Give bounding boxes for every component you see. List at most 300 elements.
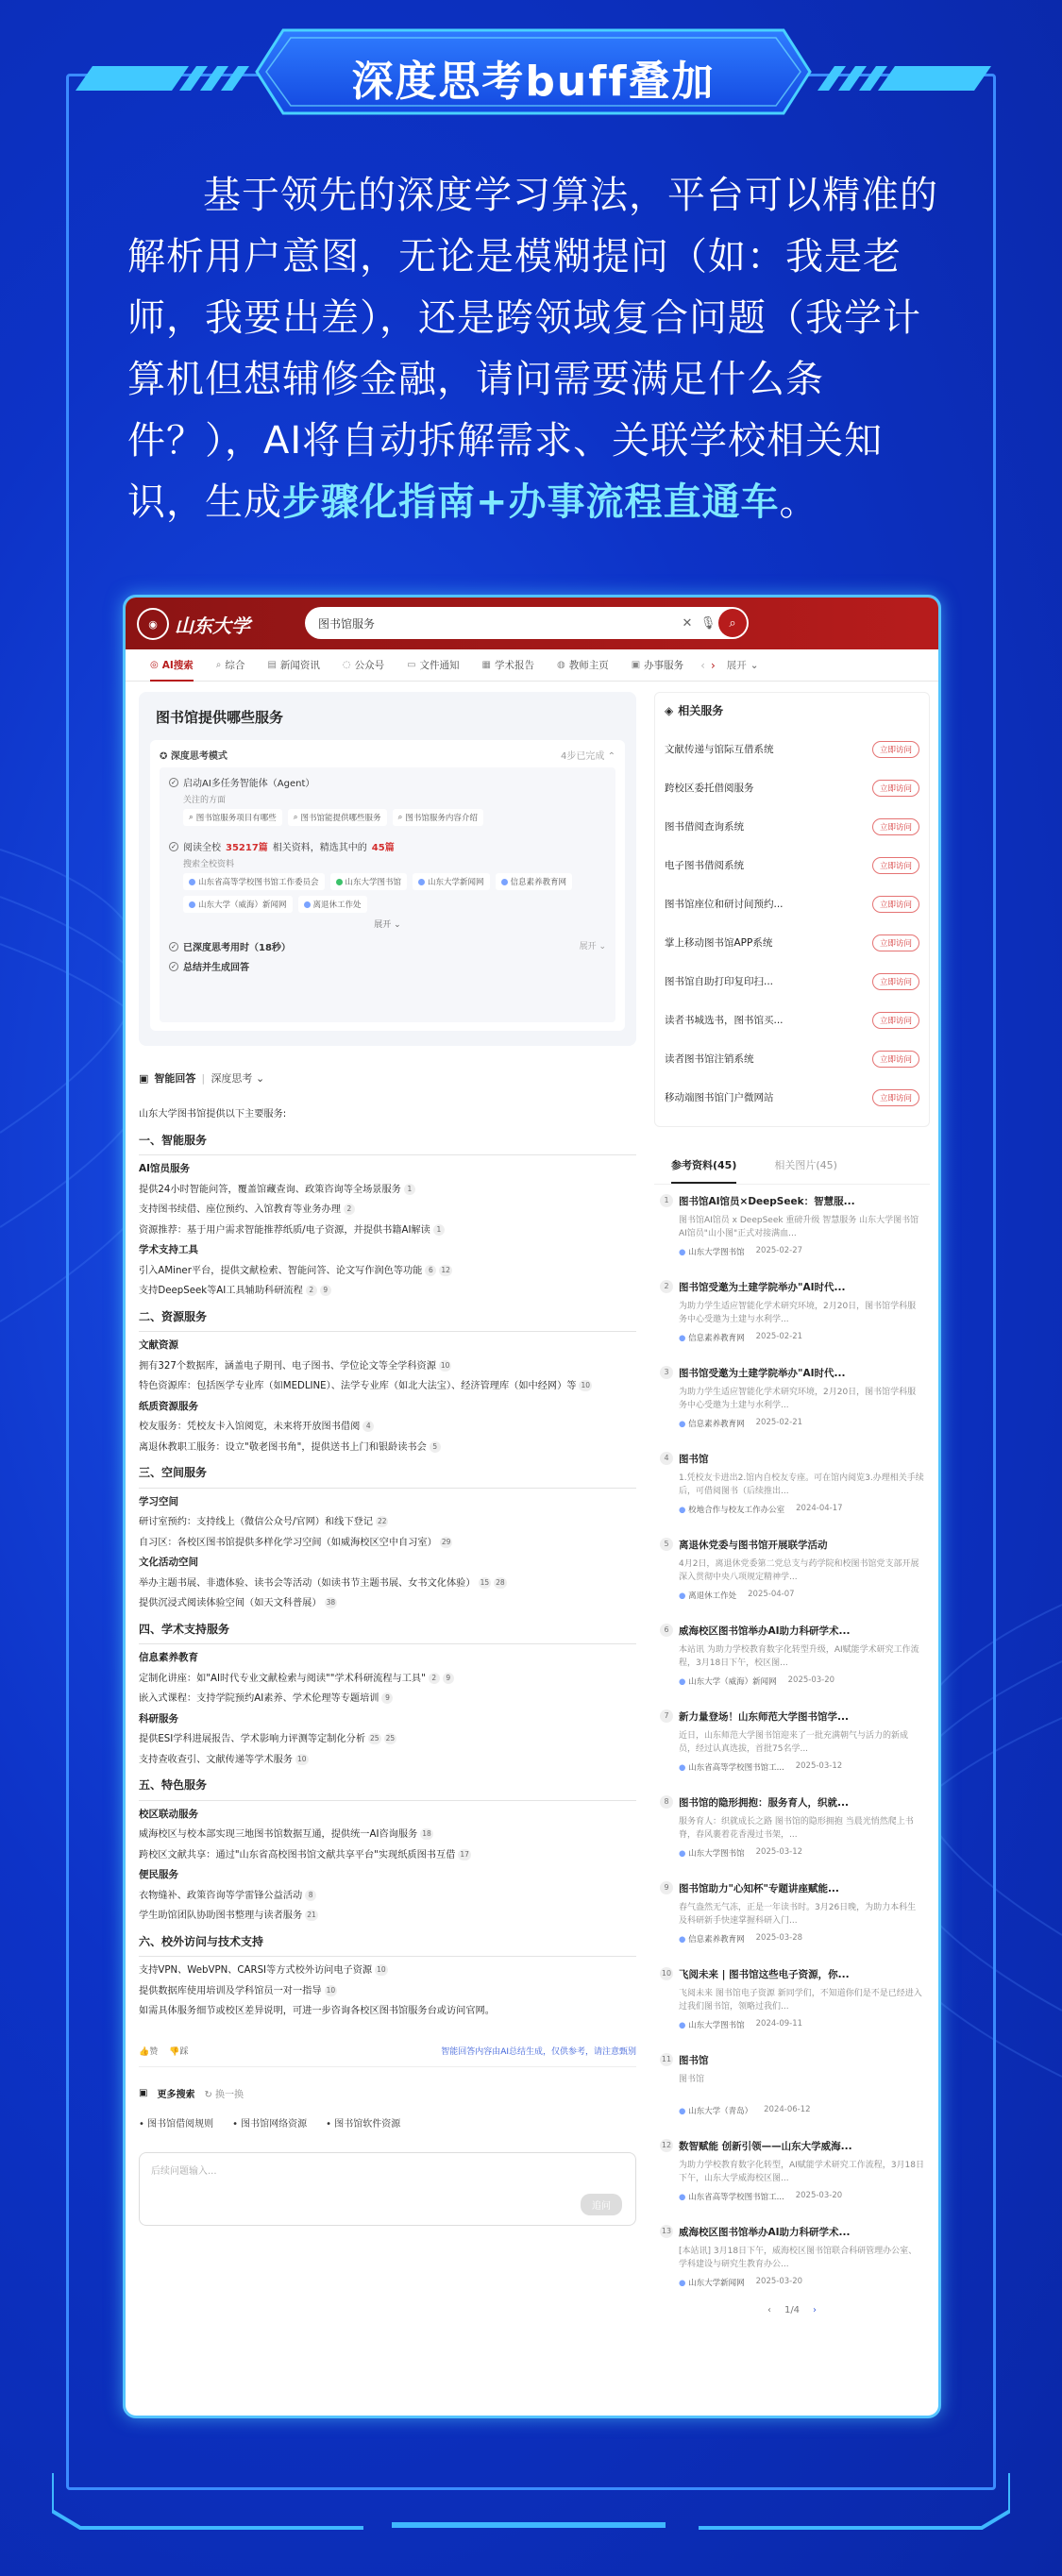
subsection-heading: 信息素养教育 (139, 1652, 198, 1663)
think-status: 4步已完成 (561, 751, 605, 762)
tab-references[interactable]: 参考资料(45) (671, 1157, 736, 1184)
reference-number: 4 (660, 1452, 673, 1465)
service-row (665, 807, 919, 846)
reference-source (679, 1246, 745, 1257)
service-name[interactable]: 图书借阅查询系统 (665, 821, 744, 833)
think-steps (160, 767, 615, 1022)
reference-item[interactable] (654, 1958, 930, 2044)
line-text: 衣物缝补、政策咨询等学雷锋公益活动 (139, 1890, 303, 1901)
next-page-icon[interactable]: › (813, 2305, 818, 2315)
citation[interactable]: 4 (362, 1421, 374, 1432)
expand-label: 展开 (374, 920, 392, 930)
page-indicator: 1/4 (784, 2305, 801, 2315)
source-icon: ● (679, 1935, 686, 1945)
reference-number: 5 (660, 1538, 673, 1551)
reference-number: 9 (660, 1881, 673, 1894)
line-text: 提供数据库使用培训及学科馆员一对一指导 (139, 1985, 322, 1996)
item-label: 图书馆软件资源 (334, 2118, 401, 2130)
tab-reports[interactable] (471, 649, 546, 682)
answer-line (139, 1281, 636, 1302)
reference-title[interactable] (660, 1624, 924, 1638)
service-name[interactable]: 图书馆座位和研讨间预约... (665, 899, 784, 910)
reference-title[interactable] (660, 1452, 924, 1466)
reference-title[interactable] (660, 1280, 924, 1294)
answer-title: 图书馆提供哪些服务 (156, 709, 284, 726)
tab-wechat[interactable] (331, 649, 396, 682)
main-column (139, 692, 636, 2226)
source-label: 山东大学（青岛） (688, 2107, 753, 2116)
subsection-heading: AI馆员服务 (139, 1163, 191, 1174)
report-icon: ▦ (481, 660, 491, 670)
visit-button[interactable]: 立即访问 (872, 857, 919, 874)
reference-meta (679, 1246, 924, 1257)
reference-item[interactable] (654, 1700, 930, 1786)
source-label: 山东大学图书馆 (688, 1849, 745, 1859)
service-row (665, 1001, 919, 1039)
line-text: 特色资源库：包括医学专业库（如MEDLINE）、法学专业库（如北大法宝）、经济管理库（如中经网）等 (139, 1381, 577, 1391)
source-icon: ● (679, 2193, 686, 2202)
prev-page-icon[interactable]: ‹ (767, 2305, 771, 2315)
reference-number: 7 (660, 1709, 673, 1723)
reference-title-text: 图书馆助力"心知杯"专题讲座赋能... (679, 1883, 839, 1894)
visit-button[interactable]: 立即访问 (872, 1089, 919, 1106)
visit-button[interactable]: 立即访问 (872, 741, 919, 758)
step-text: 相关资料，精选其中的 (272, 843, 367, 853)
reference-title-text: 图书馆 (679, 1454, 709, 1465)
source-label: 离退休工作处 (688, 1591, 737, 1601)
service-row (665, 962, 919, 1001)
smart-label: 智能回答 (154, 1072, 196, 1085)
line-text: 跨校区文献共享：通过"山东省高校图书馆文献共享平台"实现纸质图书互借 (139, 1849, 456, 1860)
reference-snippet: 4月2日，离退休党委第二党总支与药学院和校图书馆党支部开展深入贯彻中央八项规定精神学... (679, 1559, 919, 1582)
section-heading: 一、智能服务 (139, 1133, 208, 1147)
citation[interactable]: 10 (377, 1965, 386, 1974)
source-chip[interactable] (413, 873, 490, 890)
step-sub: 关注的方面 (183, 796, 227, 805)
tab-nav (700, 659, 716, 672)
answer-line (139, 1180, 636, 1201)
citation[interactable]: 5 (430, 1441, 441, 1453)
send-button[interactable]: 追问 (581, 2194, 622, 2215)
citation[interactable]: 2 (344, 1204, 355, 1215)
ai-icon: ◎ (150, 660, 159, 670)
reference-date: 2025-02-21 (755, 1418, 803, 1427)
reference-title[interactable] (660, 1967, 924, 1981)
source-chip[interactable] (298, 896, 367, 913)
service-row (665, 1078, 919, 1117)
reference-number: 6 (660, 1624, 673, 1637)
service-row (665, 1039, 919, 1078)
source-label: 山东大学新闻网 (688, 2279, 745, 2288)
visit-button[interactable]: 立即访问 (872, 780, 919, 797)
reference-source (679, 1933, 745, 1945)
chip-label: 离退休工作处 (312, 901, 362, 910)
answer-actions (139, 2045, 636, 2067)
query-chip[interactable] (183, 809, 282, 826)
more-search-item[interactable]: • 图书馆网络资源 (232, 2118, 308, 2130)
reference-item[interactable] (654, 1356, 930, 1442)
visit-button[interactable]: 立即访问 (872, 896, 919, 913)
reference-source (679, 1847, 745, 1859)
mode-label: 深度思考 (211, 1072, 253, 1085)
citation[interactable]: 18 (422, 1829, 431, 1838)
reference-title-text: 飞阅未来 | 图书馆这些电子资源，你... (679, 1969, 850, 1980)
intro-highlight: 步骤化指南+办事流程直通车 (282, 480, 780, 524)
tab-files[interactable] (396, 649, 470, 682)
query-chip[interactable] (393, 809, 483, 826)
reference-date: 2025-03-20 (755, 2277, 803, 2286)
service-name[interactable]: 读者图书馆注销系统 (665, 1053, 754, 1065)
reference-item[interactable] (654, 1528, 930, 1614)
dislike-button[interactable] (169, 2045, 188, 2057)
tab-more[interactable] (716, 649, 770, 682)
tab-all[interactable] (205, 649, 257, 682)
tab-images[interactable]: 相关图片(45) (774, 1159, 837, 1171)
more-search-icon: ▣ (139, 2087, 148, 2098)
source-icon: ● (679, 2107, 686, 2116)
query-chip[interactable] (288, 809, 387, 826)
service-name[interactable]: 跨校区委托借阅服务 (665, 783, 754, 794)
visit-button[interactable]: 立即访问 (872, 1012, 919, 1029)
visit-button[interactable]: 立即访问 (872, 1051, 919, 1068)
dislike-label: 踩 (179, 2046, 189, 2057)
answer-icon: ▣ (139, 1071, 149, 1085)
reference-source (679, 1332, 745, 1343)
search-icon: ⌕ (215, 660, 222, 670)
reference-meta (679, 1847, 924, 1859)
reference-title[interactable] (660, 1709, 924, 1724)
side-column (654, 692, 930, 2315)
line-text: 支持VPN、WebVPN、CARSI等方式校外访问电子资源 (139, 1965, 373, 1976)
citation[interactable]: 10 (581, 1381, 591, 1389)
reference-snippet: 为助力学生适应智能化学术研究环境，2月20日，图书馆学科服务中心受邀为土建与水利学... (679, 1302, 917, 1324)
tab-more-label: 展开 (726, 660, 747, 671)
think-panel (150, 740, 625, 1031)
answer-line (139, 1261, 636, 1282)
reference-item[interactable] (654, 1614, 930, 1700)
reference-item[interactable] (654, 2130, 930, 2215)
tab-label: AI搜索 (161, 660, 194, 671)
reference-item[interactable] (654, 1786, 930, 1872)
chevron-down-icon: ⌄ (598, 942, 606, 951)
reference-meta (679, 1504, 924, 1515)
answer-line (139, 1689, 636, 1709)
reference-meta (679, 1332, 924, 1343)
more-search (139, 2086, 636, 2130)
mode-select[interactable] (211, 1070, 264, 1086)
reference-source (679, 1761, 784, 1773)
service-name[interactable]: 移动端图书馆门户微网站 (665, 1092, 774, 1103)
search-input[interactable]: 图书馆服务 (318, 616, 376, 631)
reference-snippet: 春气盎然无气冻，正是一年读书时。3月26日晚，为助力本科生及科研新手快速掌握科研入门... (679, 1903, 917, 1926)
reference-title[interactable] (660, 1194, 924, 1208)
source-chip[interactable] (330, 873, 408, 890)
source-icon: ● (679, 1763, 686, 1773)
refresh-label: 换一换 (215, 2089, 244, 2100)
reference-meta (679, 1761, 924, 1773)
citation[interactable]: 17 (460, 1849, 469, 1859)
ai-disclaimer: 智能回答内容由AI总结生成，仅供参考，请注意甄别 (441, 2046, 636, 2057)
reference-title-text: 图书馆 (679, 2055, 709, 2066)
thumbs-down-icon: 👎 (169, 2046, 180, 2057)
section-heading: 六、校外访问与技术支持 (139, 1934, 264, 1948)
chip-label: 山东大学新闻网 (428, 878, 484, 887)
subsection-heading: 文化活动空间 (139, 1557, 198, 1568)
reference-title[interactable] (660, 1366, 924, 1380)
source-label: 信息素养教育网 (688, 1935, 745, 1945)
followup-input[interactable] (139, 2152, 636, 2226)
reference-snippet: 图书馆 (679, 2075, 705, 2084)
source-icon: ● (679, 1849, 686, 1859)
source-icon: ● (679, 1677, 686, 1687)
source-icon (336, 879, 343, 885)
service-name[interactable]: 掌上移动图书馆APP系统 (665, 937, 773, 949)
source-chip[interactable] (183, 896, 293, 913)
reference-meta (679, 2191, 924, 2202)
more-search-item[interactable]: • 图书馆软件资源 (326, 2118, 401, 2130)
answer-line (139, 1512, 636, 1533)
reference-title-text: 威海校区图书馆举办AI助力科研学术... (679, 2227, 851, 2238)
expand-link[interactable] (169, 918, 606, 930)
citation[interactable]: 10 (297, 1754, 307, 1763)
reference-meta (679, 2019, 924, 2030)
source-label: 山东省高等学校图书馆工... (688, 2193, 784, 2202)
line-text: 提供24小时智能问答，覆盖馆藏查询、政策咨询等全场景服务 (139, 1184, 401, 1195)
citation[interactable]: 2 (306, 1285, 317, 1296)
logo[interactable] (137, 607, 269, 641)
lightbulb-icon: ◈ (665, 703, 674, 717)
tab-label: 文件通知 (419, 660, 460, 671)
citation[interactable]: 21 (307, 1911, 316, 1919)
app-screenshot (123, 595, 941, 2418)
citation[interactable]: 9 (443, 1673, 454, 1684)
source-chip[interactable] (183, 873, 325, 890)
citation[interactable]: 1 (433, 1224, 445, 1236)
answer-line (139, 1574, 636, 1594)
line-text: 支持图书续借、座位预约、入馆教育等业务办理 (139, 1204, 341, 1215)
refresh-icon: ↻ (204, 2089, 212, 2100)
reference-snippet: 1.凭校友卡进出2.馆内自校友专座。可在馆内阅览3.办理相关手续后，可借阅图书（后续推出... (679, 1473, 924, 1496)
reference-item[interactable] (654, 1872, 930, 1958)
search-box[interactable] (305, 607, 749, 639)
citation[interactable]: 9 (381, 1692, 393, 1704)
citation[interactable]: 1 (404, 1184, 415, 1195)
chevron-right-icon[interactable]: › (710, 658, 716, 672)
source-label: 山东省高等学校图书馆工... (688, 1763, 784, 1773)
reference-date: 2025-03-20 (787, 1675, 835, 1685)
source-icon (418, 879, 425, 885)
banner-title: 深度思考buff叠加 (351, 58, 716, 106)
visit-button[interactable]: 立即访问 (872, 973, 919, 990)
source-icon: ● (679, 1506, 686, 1515)
reference-date: 2025-02-27 (755, 1246, 803, 1255)
source-icon (304, 901, 311, 908)
citation[interactable]: 2 (429, 1673, 440, 1684)
service-name[interactable]: 读者书城选书，图书馆买... (665, 1015, 784, 1026)
reference-title[interactable] (660, 2053, 924, 2067)
pagination (654, 2305, 930, 2315)
search-icon: ⌕ (293, 813, 298, 822)
citation[interactable]: 8 (305, 1890, 316, 1901)
step-label: 总结并生成回答 (183, 963, 249, 973)
chevron-down-icon: ⌄ (750, 659, 759, 671)
reference-title-text: 数智赋能 创新引领——山东大学威海... (679, 2141, 852, 2152)
answer-body (139, 1104, 636, 2022)
source-label: 山东大学（威海）新闻网 (688, 1677, 777, 1687)
subsection-heading: 文献资源 (139, 1339, 178, 1351)
reference-meta (679, 1933, 924, 1945)
think-header[interactable] (160, 748, 615, 762)
service-name[interactable]: 图书馆自助打印复印扫... (665, 976, 774, 987)
citation[interactable]: 25 (385, 1734, 396, 1743)
chip-label: 图书馆能提供哪些服务 (300, 814, 381, 823)
citation[interactable]: 10 (440, 1360, 450, 1370)
visit-button[interactable]: 立即访问 (872, 934, 919, 951)
line-text: 支持查收查引、文献传递等学术服务 (139, 1754, 293, 1765)
reference-number: 11 (660, 2053, 673, 2066)
reference-date: 2025-03-12 (755, 1847, 803, 1857)
services-title: 相关服务 (678, 704, 724, 717)
expand-toggle[interactable] (580, 939, 606, 953)
reference-item[interactable] (654, 2215, 930, 2301)
reference-date: 2024-06-12 (764, 2105, 811, 2114)
tab-services[interactable] (620, 649, 695, 682)
check-icon: ✓ (169, 962, 178, 971)
check-icon: ✓ (169, 778, 178, 787)
subsection-heading: 校区联动服务 (139, 1808, 198, 1820)
visit-button[interactable]: 立即访问 (872, 818, 919, 835)
chevron-down-icon: ⌄ (255, 1072, 265, 1085)
citation[interactable]: 15 (480, 1577, 490, 1587)
reference-date: 2024-09-11 (755, 2019, 803, 2029)
line-text: 学生助馆团队协助图书整理与读者服务 (139, 1911, 303, 1921)
related-services (654, 692, 930, 1127)
reference-title[interactable] (660, 1881, 924, 1895)
reference-snippet: 服务育人：织就成长之路 图书馆的隐形拥抱 当晨光悄然爬上书脊，春风裹着花香漫过书架，... (679, 1817, 914, 1840)
chevron-down-icon: ⌄ (394, 920, 401, 930)
reference-title-text: 图书馆AI馆员×DeepSeek：智慧服... (679, 1196, 855, 1207)
citation[interactable]: 6 (425, 1265, 436, 1276)
tab-ai-search[interactable] (139, 649, 205, 682)
think-label: 深度思考模式 (170, 751, 228, 762)
reference-source (679, 1675, 777, 1687)
source-chip[interactable] (496, 873, 573, 890)
reference-number: 10 (660, 1967, 673, 1980)
reference-title[interactable] (660, 1538, 924, 1552)
reference-date: 2025-03-12 (795, 1761, 843, 1771)
citation[interactable]: 12 (441, 1265, 450, 1274)
citation[interactable]: 22 (377, 1517, 387, 1525)
search-icon: ⌕ (729, 615, 736, 631)
reference-source (679, 1504, 784, 1515)
reference-date: 2025-03-20 (795, 2191, 843, 2200)
answer-line (139, 1845, 636, 1866)
tab-label: 公众号 (354, 660, 385, 671)
check-icon: ✓ (169, 942, 178, 951)
citation[interactable]: 10 (326, 1985, 336, 1995)
answer-line (139, 1200, 636, 1221)
reference-title[interactable] (660, 2225, 924, 2239)
reference-meta (679, 2277, 924, 2288)
citation[interactable]: 29 (441, 1537, 451, 1546)
reference-item[interactable] (654, 1271, 930, 1356)
answer-line (139, 1438, 636, 1458)
search-button[interactable] (718, 609, 747, 637)
subsection-heading: 便民服务 (139, 1869, 178, 1880)
more-search-item[interactable]: • 图书馆借阅规则 (139, 2118, 214, 2130)
service-name[interactable]: 文献传递与馆际互借系统 (665, 744, 774, 755)
reference-date: 2025-04-07 (748, 1590, 795, 1599)
reference-tabs (671, 1157, 930, 1184)
reference-item[interactable] (654, 1442, 930, 1528)
answer-line (139, 1906, 636, 1927)
line-text: 威海校区与校本部实现三地图书馆数据互通，提供统一AI咨询服务 (139, 1829, 418, 1840)
news-icon: ▤ (267, 660, 277, 670)
citation[interactable]: 28 (496, 1577, 505, 1587)
teacher-icon: ◍ (556, 660, 565, 670)
tab-bar (126, 649, 938, 682)
reference-title-text: 威海校区图书馆举办AI助力科研学术... (679, 1625, 851, 1637)
reference-source (679, 2105, 752, 2116)
microphone-icon[interactable]: 🎙 (700, 615, 716, 631)
reference-meta (679, 2105, 924, 2116)
citation[interactable]: 25 (370, 1734, 379, 1743)
subsection-heading: 纸质资源服务 (139, 1400, 198, 1412)
like-button[interactable] (139, 2045, 158, 2057)
chevron-left-icon[interactable]: ‹ (700, 658, 705, 672)
source-icon: ● (679, 1248, 686, 1257)
tab-news[interactable] (256, 649, 330, 682)
reference-title-text: 新力量登场！山东师范大学图书馆学... (679, 1711, 849, 1723)
source-icon (501, 879, 508, 885)
reference-item[interactable] (654, 1185, 930, 1271)
reference-snippet: 近日，山东师范大学图书馆迎来了一批充满朝气与活力的新成员，经过认真选拔，首批75名学... (679, 1731, 909, 1754)
clear-icon[interactable]: ✕ (682, 615, 693, 631)
reference-snippet: 为助力学校教育数字化转型，AI赋能学术研究工作流程，3月18日下午，山东大学威海校区图... (679, 2161, 924, 2183)
item-label: 图书馆借阅规则 (147, 2118, 214, 2130)
university-seal-icon: ◉ (137, 608, 169, 640)
service-name[interactable]: 电子图书借阅系统 (665, 860, 744, 871)
citation[interactable]: 38 (326, 1598, 336, 1607)
doc-count: 35217篇 (226, 843, 268, 853)
source-label: 信息素养教育网 (688, 1420, 745, 1429)
refresh-button[interactable] (204, 2086, 244, 2100)
think-step-4 (169, 959, 606, 973)
source-label: 山东大学图书馆 (688, 2021, 745, 2030)
chip-label: 山东省高等学校图书馆工作委员会 (198, 878, 319, 887)
source-icon: ● (679, 2279, 686, 2288)
chip-label: 山东大学图书馆 (345, 878, 402, 887)
service-row (665, 846, 919, 884)
search-icon: ⌕ (189, 813, 194, 822)
reference-item[interactable] (654, 2044, 930, 2130)
chevron-up-icon: ⌃ (607, 751, 615, 762)
answer-intro: 山东大学图书馆提供以下主要服务: (139, 1109, 287, 1120)
answer-line (139, 2001, 636, 2022)
reference-title[interactable] (660, 1795, 924, 1810)
reference-title-text: 图书馆受邀为土建学院举办"AI时代... (679, 1368, 846, 1379)
reference-title[interactable] (660, 2139, 924, 2153)
tab-label: 办事服务 (644, 660, 684, 671)
chip-label: 山东大学（威海）新闻网 (198, 901, 287, 910)
tab-teachers[interactable] (546, 649, 620, 682)
reference-title-text: 图书馆受邀为土建学院举办"AI时代... (679, 1282, 846, 1293)
subsection-heading: 学术支持工具 (139, 1244, 198, 1255)
citation[interactable]: 9 (320, 1285, 331, 1296)
source-icon: ● (679, 1334, 686, 1343)
answer-line (139, 1221, 636, 1241)
answer-line (139, 1376, 636, 1397)
